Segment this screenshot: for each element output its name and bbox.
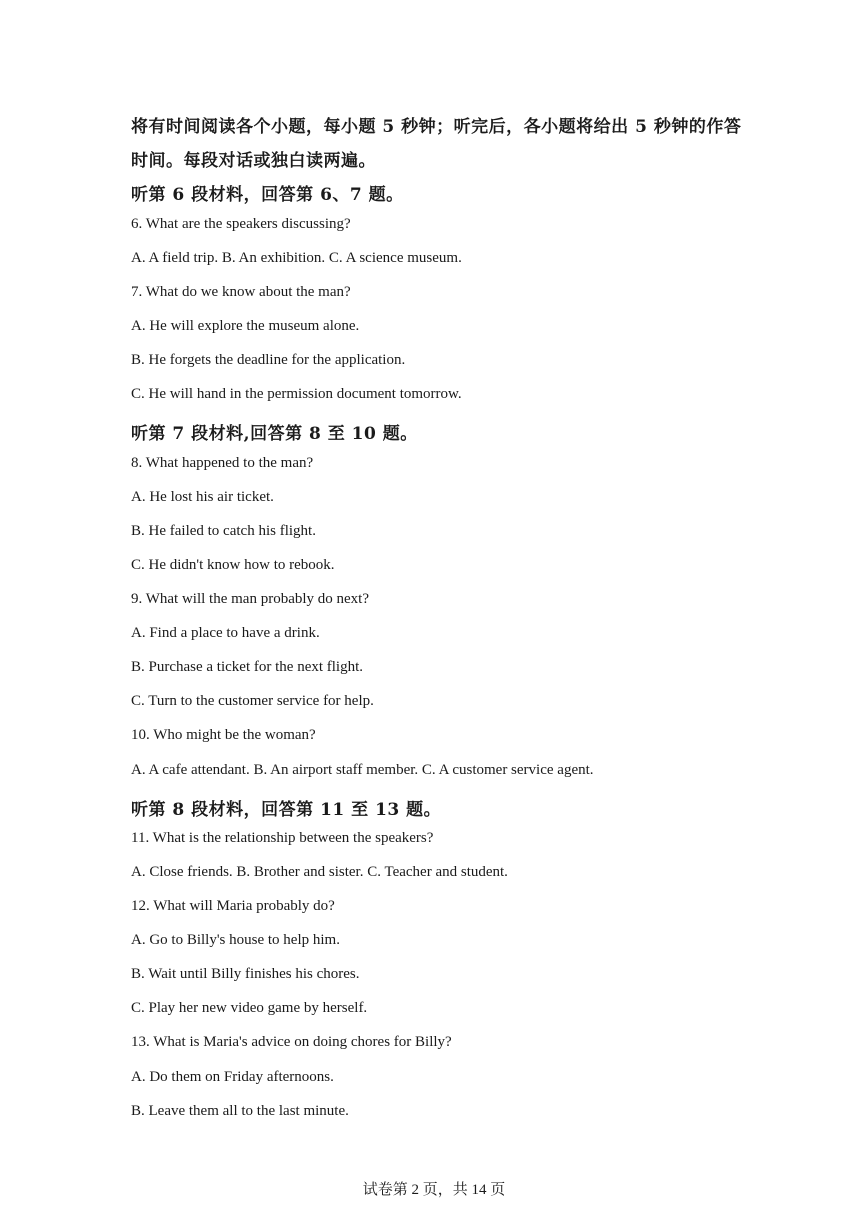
- question-8-option-a: A. He lost his air ticket.: [131, 489, 274, 505]
- question-9-option-a: A. Find a place to have a drink.: [131, 625, 320, 641]
- question-10-options: A. A cafe attendant. B. An airport staff member. C. A customer service agent.: [131, 762, 594, 778]
- question-8-option-c: C. He didn't know how to rebook.: [131, 557, 335, 573]
- question-13-option-b: B. Leave them all to the last minute.: [131, 1103, 349, 1119]
- question-9-option-c: C. Turn to the customer service for help.: [131, 693, 374, 709]
- question-8-option-b: B. He failed to catch his flight.: [131, 523, 316, 539]
- question-12-option-c: C. Play her new video game by herself.: [131, 1000, 368, 1016]
- instructions-line-1: 将有时间阅读各个小题，每小题 5 秒钟；听完后，各小题将给出 5 秒钟的作答: [131, 117, 742, 137]
- section-heading-6: 听第 6 段材料，回答第 6、7 题。: [131, 185, 404, 205]
- section-heading-8: 听第 8 段材料，回答第 11 至 13 题。: [131, 800, 442, 820]
- question-7-option-a: A. He will explore the museum alone.: [131, 318, 360, 334]
- question-13-option-a: A. Do them on Friday afternoons.: [131, 1069, 334, 1085]
- question-12-option-a: A. Go to Billy's house to help him.: [131, 932, 340, 948]
- question-11-options: A. Close friends. B. Brother and sister. C. Teacher and student.: [131, 864, 508, 880]
- question-12-option-b: B. Wait until Billy finishes his chores.: [131, 966, 360, 982]
- question-13-stem: 13. What is Maria's advice on doing chores for Billy?: [131, 1034, 452, 1050]
- question-9-stem: 9. What will the man probably do next?: [131, 591, 370, 607]
- question-12-stem: 12. What will Maria probably do?: [131, 898, 335, 914]
- question-7-option-b: B. He forgets the deadline for the application.: [131, 352, 406, 368]
- page-number-footer: 试卷第 2 页，共 14 页: [362, 1182, 506, 1198]
- section-heading-7: 听第 7 段材料,回答第 8 至 10 题。: [131, 424, 418, 444]
- question-6-stem: 6. What are the speakers discussing?: [131, 216, 351, 232]
- question-11-stem: 11. What is the relationship between the speakers?: [131, 830, 434, 846]
- question-7-option-c: C. He will hand in the permission document tomorrow.: [131, 386, 462, 402]
- question-6-options: A. A field trip. B. An exhibition. C. A science museum.: [131, 250, 462, 266]
- question-9-option-b: B. Purchase a ticket for the next flight.: [131, 659, 364, 675]
- question-8-stem: 8. What happened to the man?: [131, 455, 314, 471]
- instructions-line-2: 时间。每段对话或独白读两遍。: [131, 151, 376, 171]
- question-7-stem: 7. What do we know about the man?: [131, 284, 351, 300]
- question-10-stem: 10. Who might be the woman?: [131, 727, 316, 743]
